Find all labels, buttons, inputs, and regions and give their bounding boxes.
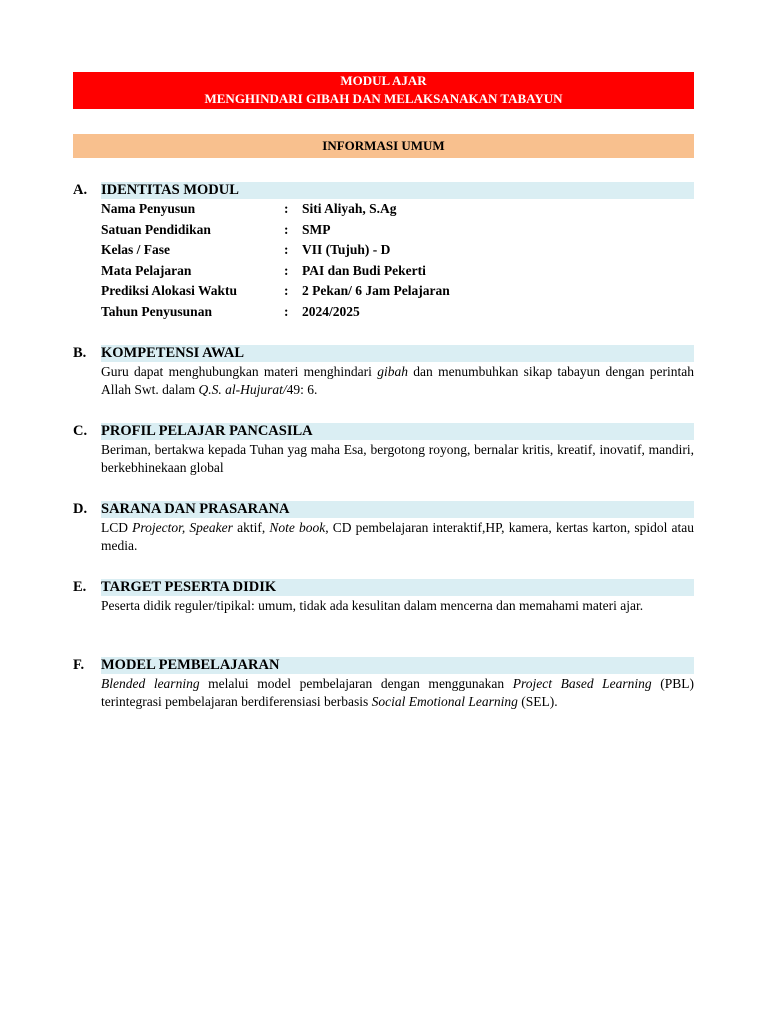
identity-label: Tahun Penyusunan xyxy=(101,303,212,319)
italic-run: Blended learning xyxy=(101,676,200,691)
section-kompetensi xyxy=(73,345,694,398)
section-heading xyxy=(73,345,694,362)
identity-value: Siti Aliyah, S.Ag xyxy=(302,201,397,216)
section-heading xyxy=(73,501,694,518)
identity-value: 2024/2025 xyxy=(302,303,360,319)
identity-row xyxy=(101,240,694,261)
italic-run: gibah xyxy=(377,364,408,379)
text-run: Guru dapat menghubungkan materi menghindari xyxy=(101,364,378,379)
text-run: LCD xyxy=(101,520,133,535)
section-letter: E. xyxy=(73,579,87,595)
identity-colon: : xyxy=(284,303,289,319)
identity-row xyxy=(101,302,694,323)
identity-row xyxy=(101,261,694,282)
section-paragraph xyxy=(101,518,694,554)
section-letter: B. xyxy=(73,345,87,361)
module-title-banner xyxy=(73,72,694,109)
section-title: IDENTITAS MODUL xyxy=(101,182,694,199)
identity-colon: : xyxy=(284,283,289,298)
text-run: (SEL). xyxy=(517,693,558,709)
section-title: MODEL PEMBELAJARAN xyxy=(101,657,694,674)
italic-run: Project Based Learning xyxy=(512,676,652,691)
module-subtitle: MENGHINDARI GIBAH DAN MELAKSANAKAN TABAYUN xyxy=(204,91,563,106)
identity-label: Prediksi Alokasi Waktu xyxy=(101,283,238,298)
section-title: PROFIL PELAJAR PANCASILA xyxy=(101,423,694,440)
italic-run: Social Emotional Learning xyxy=(371,693,518,709)
identity-colon: : xyxy=(284,221,289,237)
section-title: TARGET PESERTA DIDIK xyxy=(101,579,694,596)
section-heading xyxy=(73,423,694,440)
section-paragraph xyxy=(101,362,694,398)
identity-colon: : xyxy=(284,242,289,257)
identity-label: Nama Penyusun xyxy=(101,201,196,216)
identity-colon: : xyxy=(284,262,289,278)
section-model xyxy=(73,657,694,710)
identity-value: SMP xyxy=(302,221,331,237)
identity-row xyxy=(101,220,694,241)
identity-row xyxy=(101,281,694,302)
section-paragraph: Peserta didik reguler/tipikal: umum, tidak ada kesulitan dalam mencerna dan memahami materi ajar. xyxy=(101,598,644,613)
text-run: aktif, xyxy=(232,520,270,535)
section-heading xyxy=(73,657,694,674)
text-run: dan menumbuhkan sikap tabayun dengan perintah Allah Swt. dalam xyxy=(101,364,694,397)
italic-run: Projector, Speaker xyxy=(132,520,233,535)
section-sarana xyxy=(73,501,694,554)
identity-row xyxy=(101,199,694,220)
section-paragraph xyxy=(101,674,694,710)
identity-value: PAI dan Budi Pekerti xyxy=(302,262,426,278)
section-letter: A. xyxy=(73,182,88,198)
text-run: (PBL) terintegrasi pembelajaran berdiferensiasi berbasis xyxy=(101,676,695,709)
identity-label: Kelas / Fase xyxy=(101,242,170,257)
section-target xyxy=(73,579,694,615)
section-title: KOMPETENSI AWAL xyxy=(101,345,694,362)
italic-run: Note book xyxy=(269,520,326,535)
identity-label: Mata Pelajaran xyxy=(101,262,192,278)
section-identitas xyxy=(73,182,694,322)
section-letter: F. xyxy=(73,657,85,673)
section-heading xyxy=(73,579,694,596)
module-title: MODUL AJAR xyxy=(340,73,427,88)
text-run: melalui model pembelajaran dengan menggunakan xyxy=(199,676,513,691)
text-run: 49: 6. xyxy=(286,381,318,397)
identity-value: 2 Pekan/ 6 Jam Pelajaran xyxy=(302,283,450,298)
section-paragraph: Beriman, bertakwa kepada Tuhan yag maha Esa, bergotong royong, bernalar kritis, kreatif, inovatif, mandiri, berkebhinekaan global xyxy=(101,442,694,475)
section-letter: D. xyxy=(73,501,88,517)
section-profil xyxy=(73,423,694,476)
italic-run: Q.S. al-Hujurat/ xyxy=(198,381,287,397)
identity-label: Satuan Pendidikan xyxy=(101,221,211,237)
identity-table xyxy=(101,199,694,322)
identity-value: VII (Tujuh) - D xyxy=(302,242,391,257)
section-letter: C. xyxy=(73,423,88,439)
identity-colon: : xyxy=(284,201,289,216)
text-run: , CD pembelajaran interaktif,HP, kamera, kertas karton, spidol atau media. xyxy=(101,520,694,553)
general-info-banner: INFORMASI UMUM xyxy=(73,134,694,158)
section-heading xyxy=(73,182,694,199)
section-title: SARANA DAN PRASARANA xyxy=(101,501,694,518)
